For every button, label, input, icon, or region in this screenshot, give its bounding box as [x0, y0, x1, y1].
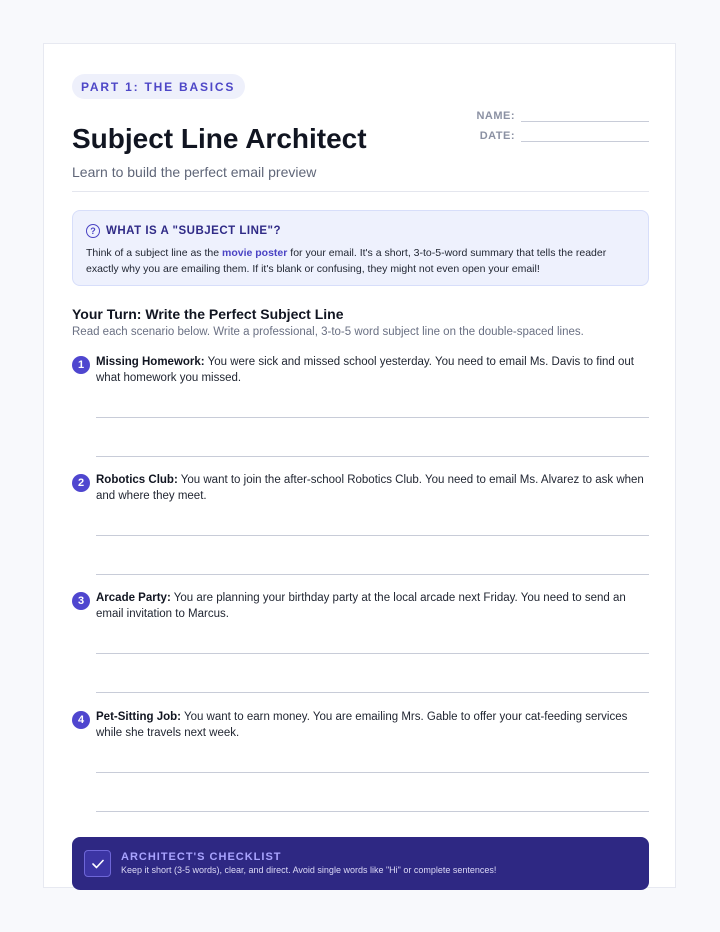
- answer-line[interactable]: [96, 417, 649, 418]
- answer-line[interactable]: [96, 811, 649, 812]
- architects-checklist: [72, 837, 649, 890]
- scenario-number: 2: [72, 474, 90, 492]
- section-title: Your Turn: Write the Perfect Subject Line: [72, 306, 344, 322]
- info-highlight: movie poster: [222, 247, 288, 259]
- worksheet-page: [43, 43, 676, 888]
- answer-line[interactable]: [96, 772, 649, 773]
- scenario-label: Missing Homework:: [96, 356, 205, 368]
- section-instructions: Read each scenario below. Write a professional, 3-to-5 word subject line on the double-spaced lines.: [72, 326, 584, 338]
- page-subtitle: Learn to build the perfect email preview: [72, 164, 317, 180]
- scenario-text: You were sick and missed school yesterday. You need to email Ms. Davis to find out what homework you missed.: [96, 356, 634, 384]
- info-body-end: for your email. It's a short, 3-to-5-word summary that tells the reader exactly why you are emailing them. If it's blank or confusing, they might not even open your email!: [86, 247, 607, 275]
- scenario-prompt: [96, 354, 649, 386]
- info-header: [86, 223, 635, 239]
- scenario-number: 3: [72, 592, 90, 610]
- answer-line[interactable]: [96, 653, 649, 654]
- info-body: [86, 245, 635, 277]
- name-blank-line[interactable]: [521, 107, 649, 122]
- date-label: DATE:: [479, 130, 515, 142]
- scenario-number: 1: [72, 356, 90, 374]
- scenario-prompt: [96, 472, 649, 504]
- subject-line-info-box: [72, 210, 649, 286]
- part-badge: PART 1: THE BASICS: [72, 74, 245, 99]
- scenario-prompt: [96, 590, 649, 622]
- scenario-number: 4: [72, 711, 90, 729]
- scenario-text: You want to join the after-school Robotics Club. You need to email Ms. Alvarez to ask when and where they meet.: [96, 474, 644, 502]
- date-row: [449, 122, 649, 142]
- answer-line[interactable]: [96, 574, 649, 575]
- question-circle-icon: ?: [86, 224, 100, 238]
- checkmark-icon: [84, 850, 111, 877]
- info-body-start: Think of a subject line as the: [86, 247, 222, 259]
- page-title: Subject Line Architect: [72, 123, 367, 154]
- name-label: NAME:: [476, 110, 515, 122]
- scenario-prompt: [96, 709, 649, 741]
- scenario-label: Robotics Club:: [96, 474, 178, 486]
- info-title: WHAT IS A "SUBJECT LINE"?: [106, 225, 282, 237]
- scenario-label: Pet-Sitting Job:: [96, 711, 181, 723]
- answer-line[interactable]: [96, 692, 649, 693]
- checklist-text: Keep it short (3-5 words), clear, and direct. Avoid single words like "Hi" or complete sentences!: [121, 865, 497, 875]
- date-blank-line[interactable]: [521, 127, 649, 142]
- scenario-label: Arcade Party:: [96, 592, 171, 604]
- checklist-title: ARCHITECT'S CHECKLIST: [121, 851, 282, 863]
- name-date-fields: [449, 102, 649, 142]
- scenario-text: You are planning your birthday party at the local arcade next Friday. You need to send an email invitation to Marcus.: [96, 592, 626, 620]
- answer-line[interactable]: [96, 535, 649, 536]
- scenario-text: You want to earn money. You are emailing Mrs. Gable to offer your cat-feeding services while she travels next week.: [96, 711, 628, 739]
- header-divider: [72, 191, 649, 192]
- name-row: [449, 102, 649, 122]
- answer-line[interactable]: [96, 456, 649, 457]
